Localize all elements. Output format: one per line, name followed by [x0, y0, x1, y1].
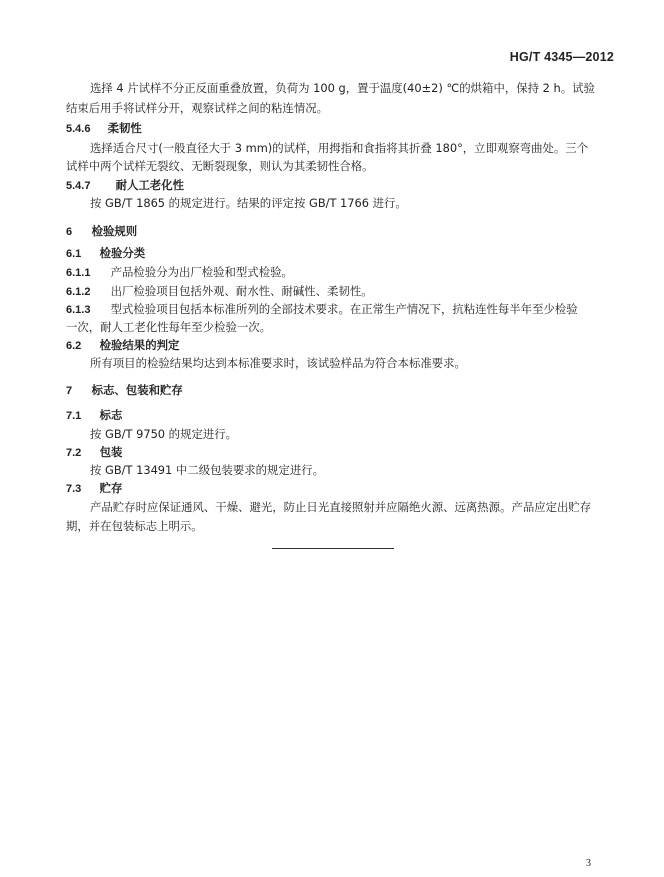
paragraph-text: 按 GB/T 9750 的规定进行。 — [90, 427, 238, 441]
clause-text: 型式检验项目包括本标准所列的全部技术要求。在正常生产情况下，抗粘连性每半年至少检验 — [110, 302, 578, 316]
paragraph-text: 所有项目的检验结果均达到本标准要求时，该试验样品为符合本标准要求。 — [90, 356, 466, 370]
page-number: 3 — [586, 858, 591, 869]
clause-number: 6.1.2 — [66, 286, 91, 298]
clause — [66, 284, 602, 300]
section-number: 6.1 — [66, 248, 82, 260]
clause-number: 6.1.3 — [66, 304, 91, 316]
paragraph-text: 按 GB/T 13491 中二级包装要求的规定进行。 — [90, 463, 325, 477]
paragraph-text: 产品贮存时应保证通风、干燥、避光，防止日光直接照射并应隔绝火源、远离热源。产品应定出贮存 — [90, 500, 592, 514]
paragraph-text: 一次，耐人工老化性每年至少检验一次。 — [66, 320, 272, 334]
section-title: 检验分类 — [99, 246, 146, 260]
section-title: 柔韧性 — [107, 121, 142, 135]
section-heading — [66, 178, 602, 194]
clause-number: 6.1.1 — [66, 267, 91, 279]
section-heading — [66, 408, 602, 424]
section-title: 检验结果的判定 — [99, 338, 180, 352]
section-heading — [66, 121, 602, 137]
section-number: 6 — [66, 226, 73, 238]
clause-text: 出厂检验项目包括外观、耐水性、耐碱性、柔韧性。 — [110, 284, 373, 298]
section-title: 标志、包装和贮存 — [91, 383, 183, 397]
standard-code: HG/T 4345—2012 — [509, 50, 614, 64]
section-title: 包装 — [99, 445, 123, 459]
section-title: 贮存 — [99, 481, 123, 495]
end-rule — [272, 548, 394, 549]
section-heading — [66, 338, 602, 354]
section-title: 检验规则 — [91, 224, 138, 238]
section-number: 5.4.6 — [66, 123, 91, 135]
section-number: 6.2 — [66, 340, 82, 352]
paragraph-text: 试样中两个试样无裂纹、无断裂现象，则认为其柔韧性合格。 — [66, 159, 374, 173]
paragraph-text: 按 GB/T 1865 的规定进行。结果的评定按 GB/T 1766 进行。 — [90, 196, 407, 210]
section-number: 5.4.7 — [66, 180, 91, 192]
clause — [66, 265, 602, 281]
clause — [66, 302, 602, 318]
section-number: 7.2 — [66, 447, 82, 459]
section-number: 7.1 — [66, 410, 82, 422]
section-title: 耐人工老化性 — [115, 178, 184, 192]
section-heading — [66, 246, 602, 262]
paragraph-text: 结束后用手将试样分开，观察试样之间的粘连情况。 — [66, 101, 328, 115]
paragraph-text: 选择适合尺寸(一般直径大于 3 mm)的试样，用拇指和食指将其折叠 180°，立即观察弯曲处。三个 — [90, 141, 589, 155]
chapter-heading — [66, 224, 602, 240]
chapter-heading — [66, 383, 602, 399]
section-heading — [66, 481, 602, 497]
section-title: 标志 — [99, 408, 123, 422]
section-number: 7.3 — [66, 483, 82, 495]
paragraph-text: 选择 4 片试样不分正反面重叠放置，负荷为 100 g，置于温度(40±2) ℃的烘箱中，保持 2 h。试验 — [90, 81, 595, 95]
clause-text: 产品检验分为出厂检验和型式检验。 — [110, 265, 293, 279]
section-number: 7 — [66, 385, 73, 397]
section-heading — [66, 445, 602, 461]
paragraph-text: 期，并在包装标志上明示。 — [66, 519, 203, 533]
